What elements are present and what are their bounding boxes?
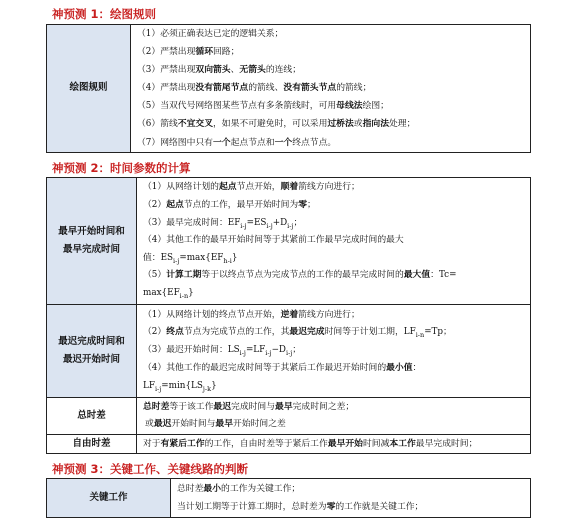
text-segment: （7）网络图中只有 bbox=[137, 137, 213, 148]
emphasis-text: 最早 bbox=[215, 419, 234, 429]
text-segment: （2） bbox=[143, 200, 167, 211]
emphasis-text: 不宜交叉 bbox=[177, 119, 213, 130]
text-segment: （6）箭线 bbox=[137, 119, 178, 130]
text-segment: 回路； bbox=[213, 47, 240, 58]
text-line bbox=[137, 43, 526, 61]
row-label-line: 最迟完成时间和 bbox=[58, 336, 125, 347]
text-segment: 的工作为关键工作； bbox=[221, 484, 301, 494]
emphasis-text: 有紧后工作 bbox=[160, 438, 205, 449]
time-params-table bbox=[46, 177, 531, 454]
subscript: i-j bbox=[173, 256, 180, 265]
emphasis-text: 本工作 bbox=[389, 438, 416, 449]
emphasis-text: 总时差 bbox=[143, 402, 170, 412]
table-row bbox=[47, 479, 531, 518]
text-line bbox=[143, 378, 526, 396]
row-lines bbox=[143, 307, 526, 396]
text-line bbox=[137, 25, 526, 43]
row-label bbox=[47, 398, 137, 435]
text-segment: 的工作，自由时差等于紧后工作 bbox=[204, 438, 328, 449]
text-segment: ： bbox=[412, 362, 422, 373]
text-segment: 完成时间与 bbox=[231, 402, 276, 412]
text-segment: 起点节点和 bbox=[230, 137, 275, 148]
row-label-line: 最迟开始时间 bbox=[62, 354, 120, 365]
text-segment: （4）其他工作的最早开始时间等于其紧前工作最早完成时间的最大 bbox=[143, 235, 404, 246]
text-line bbox=[137, 97, 526, 115]
text-segment: （1）从网络计划的终点节点开始， bbox=[143, 309, 281, 320]
text-segment: （2）严禁出现 bbox=[137, 47, 196, 58]
row-label-line: 最早完成时间 bbox=[62, 244, 120, 255]
text-line bbox=[177, 480, 526, 498]
text-line bbox=[143, 215, 526, 233]
emphasis-text: 逆着 bbox=[280, 309, 299, 320]
subscript: i-j bbox=[266, 221, 273, 230]
row-lines bbox=[137, 25, 526, 152]
text-segment: +D bbox=[272, 217, 288, 228]
row-body bbox=[131, 25, 531, 153]
text-line bbox=[143, 399, 526, 416]
emphasis-text: 无箭头 bbox=[239, 65, 266, 76]
emphasis-text: 起点 bbox=[218, 182, 237, 193]
text-segment: （2） bbox=[143, 327, 167, 338]
text-line bbox=[137, 134, 526, 152]
row-body bbox=[171, 479, 531, 518]
text-segment: （1）必须正确表达已定的逻辑关系； bbox=[137, 29, 284, 39]
text-segment: ； bbox=[292, 345, 302, 356]
text-segment: （4）其他工作的最迟完成时间等于其紧后工作最迟开始时间的 bbox=[143, 362, 387, 373]
subscript: i-j bbox=[286, 348, 293, 357]
text-segment: =min{LS bbox=[161, 380, 203, 391]
emphasis-text: 顺着 bbox=[280, 182, 299, 193]
text-segment: =max{EF bbox=[179, 252, 224, 263]
row-label-text: 关键工作 bbox=[89, 492, 128, 503]
text-line bbox=[143, 436, 526, 453]
text-segment: （3）最迟开始时间：LS bbox=[143, 345, 240, 356]
section-title-drawing-rules: 神预测 1：绘图规则 bbox=[52, 7, 157, 21]
emphasis-text: 最大值 bbox=[403, 270, 431, 281]
text-segment: （5）当双代号网络图某些节点有多条箭线时，可用 bbox=[137, 101, 337, 112]
emphasis-text: 最迟完成 bbox=[289, 327, 325, 338]
text-line bbox=[137, 61, 526, 79]
text-segment: =LF bbox=[245, 345, 266, 356]
emphasis-text: 没有箭尾节点 bbox=[195, 83, 249, 94]
table-row bbox=[47, 25, 531, 153]
emphasis-text: 母线法 bbox=[336, 101, 363, 112]
row-label-text: 自由时差 bbox=[72, 438, 111, 449]
emphasis-text: 最小 bbox=[203, 484, 222, 494]
text-segment: 箭线方向进行； bbox=[298, 182, 360, 193]
text-line bbox=[143, 179, 526, 197]
row-label bbox=[47, 178, 137, 305]
critical-work-table bbox=[46, 478, 531, 518]
emphasis-text: 最迟 bbox=[153, 419, 172, 429]
text-segment: } bbox=[211, 380, 217, 391]
subscript: i-j bbox=[287, 221, 294, 230]
table-row bbox=[47, 178, 531, 305]
text-segment: 时间等于计划工期，LF bbox=[324, 327, 416, 338]
text-segment: 对于 bbox=[143, 438, 161, 449]
text-line bbox=[143, 285, 526, 303]
text-segment: } bbox=[231, 252, 238, 263]
text-line bbox=[143, 307, 526, 325]
section-title-critical-path: 神预测 3：关键工作、关键线路的判断 bbox=[52, 462, 249, 476]
emphasis-text: 双向箭头 bbox=[195, 65, 231, 76]
emphasis-text: 终点 bbox=[166, 327, 184, 338]
text-line bbox=[143, 267, 526, 285]
text-segment: 绘图； bbox=[362, 101, 389, 112]
text-segment: 等于该工作 bbox=[169, 402, 214, 412]
text-line bbox=[143, 342, 526, 360]
row-lines bbox=[143, 436, 526, 453]
subscript: h-i bbox=[223, 256, 232, 265]
row-label bbox=[47, 305, 137, 398]
emphasis-text: 指向法 bbox=[362, 119, 389, 130]
text-line bbox=[143, 360, 526, 378]
emphasis-text: 最迟 bbox=[213, 402, 232, 412]
text-line bbox=[143, 416, 526, 433]
text-segment: =Tp； bbox=[424, 327, 452, 338]
text-segment: 终点节点。 bbox=[292, 137, 337, 148]
row-label bbox=[47, 435, 137, 454]
text-line bbox=[143, 324, 526, 342]
table-row bbox=[47, 435, 531, 454]
text-segment: 值：ES bbox=[143, 252, 174, 263]
row-body bbox=[137, 178, 531, 305]
text-segment: 处理； bbox=[389, 119, 416, 130]
row-body bbox=[137, 435, 531, 454]
text-line bbox=[137, 79, 526, 97]
subscript: j-k bbox=[202, 384, 212, 393]
text-segment: （4）严禁出现 bbox=[137, 83, 196, 94]
text-segment: （3）最早完成时间：EF bbox=[143, 217, 241, 228]
emphasis-text: 最早开始 bbox=[327, 438, 363, 449]
table-row bbox=[47, 398, 531, 435]
text-line bbox=[143, 232, 526, 250]
row-label-text: 绘图规则 bbox=[69, 82, 108, 94]
text-segment: （1）从网络计划的 bbox=[143, 182, 219, 193]
row-label bbox=[47, 479, 171, 518]
emphasis-text: 过桥法 bbox=[327, 119, 354, 130]
row-body bbox=[137, 305, 531, 398]
subscript: i-j bbox=[239, 348, 246, 357]
subscript: i-j bbox=[265, 348, 272, 357]
emphasis-text: 最早 bbox=[275, 402, 293, 412]
emphasis-text: 起点 bbox=[166, 200, 184, 211]
text-segment: } bbox=[188, 287, 194, 298]
text-segment: −D bbox=[271, 345, 286, 356]
subscript: i-j bbox=[154, 384, 162, 393]
emphasis-text: 一个 bbox=[274, 137, 293, 148]
row-lines bbox=[143, 399, 526, 433]
text-segment: ； bbox=[293, 217, 303, 228]
emphasis-text: 没有箭头节点 bbox=[283, 83, 337, 94]
drawing-rules-table bbox=[46, 24, 531, 153]
text-segment: 总时差 bbox=[177, 484, 204, 494]
subscript: i-n bbox=[179, 291, 189, 300]
emphasis-text: 计算工期 bbox=[166, 270, 202, 281]
text-segment: 节点的工作，最早开始时间为 bbox=[183, 200, 299, 211]
text-line bbox=[137, 115, 526, 133]
emphasis-text: 零 bbox=[326, 502, 336, 512]
row-label bbox=[47, 25, 131, 153]
row-label-text: 总时差 bbox=[77, 410, 106, 421]
text-segment: 或 bbox=[353, 119, 363, 130]
subscript: i-j bbox=[240, 221, 247, 230]
text-segment: 的连线； bbox=[265, 65, 302, 76]
emphasis-text: 一个 bbox=[212, 137, 231, 148]
section-title-time-params: 神预测 2：时间参数的计算 bbox=[52, 161, 191, 175]
text-segment: 的箭线； bbox=[336, 83, 372, 94]
text-line bbox=[177, 498, 526, 516]
text-segment: 节点开始， bbox=[236, 182, 281, 193]
text-segment: 完成时间之差； bbox=[292, 402, 355, 412]
text-segment: =ES bbox=[246, 217, 267, 228]
row-lines bbox=[143, 179, 526, 302]
text-segment: 等于以终点节点为完成节点的工作的最早完成时间的 bbox=[201, 270, 404, 281]
text-segment: 时间减 bbox=[362, 438, 390, 449]
text-segment: ； bbox=[307, 200, 316, 211]
row-lines bbox=[177, 480, 526, 516]
text-segment: max{EF bbox=[143, 287, 180, 298]
text-line bbox=[143, 250, 526, 268]
text-segment: 的箭线、 bbox=[248, 83, 284, 94]
emphasis-text: 零 bbox=[298, 200, 307, 211]
text-segment: LF bbox=[143, 380, 155, 391]
text-segment: （3）严禁出现 bbox=[137, 65, 196, 76]
text-segment: 箭线方向进行； bbox=[298, 309, 360, 320]
row-body bbox=[137, 398, 531, 435]
emphasis-text: 最小值 bbox=[386, 362, 413, 373]
text-segment: 当计划工期等于计算工期时，总时差为 bbox=[177, 502, 327, 512]
subscript: i-n bbox=[415, 331, 425, 340]
text-segment: 开始时间之差 bbox=[233, 419, 286, 429]
text-segment: （5） bbox=[143, 270, 167, 281]
row-label-line: 最早开始时间和 bbox=[58, 226, 125, 237]
text-segment: 、 bbox=[230, 65, 240, 76]
text-segment: 的工作就是关键工作； bbox=[335, 502, 424, 512]
text-segment: 节点为完成节点的工作，其 bbox=[183, 327, 290, 338]
text-segment: ，如果不可避免时，可以采用 bbox=[213, 119, 328, 130]
text-segment: 最早完成时间； bbox=[415, 438, 478, 449]
text-segment: 或 bbox=[145, 419, 154, 429]
table-row bbox=[47, 305, 531, 398]
text-line bbox=[143, 197, 526, 215]
text-segment: ：Tc= bbox=[430, 270, 457, 281]
emphasis-text: 循环 bbox=[195, 47, 213, 58]
text-segment: 开始时间与 bbox=[171, 419, 216, 429]
